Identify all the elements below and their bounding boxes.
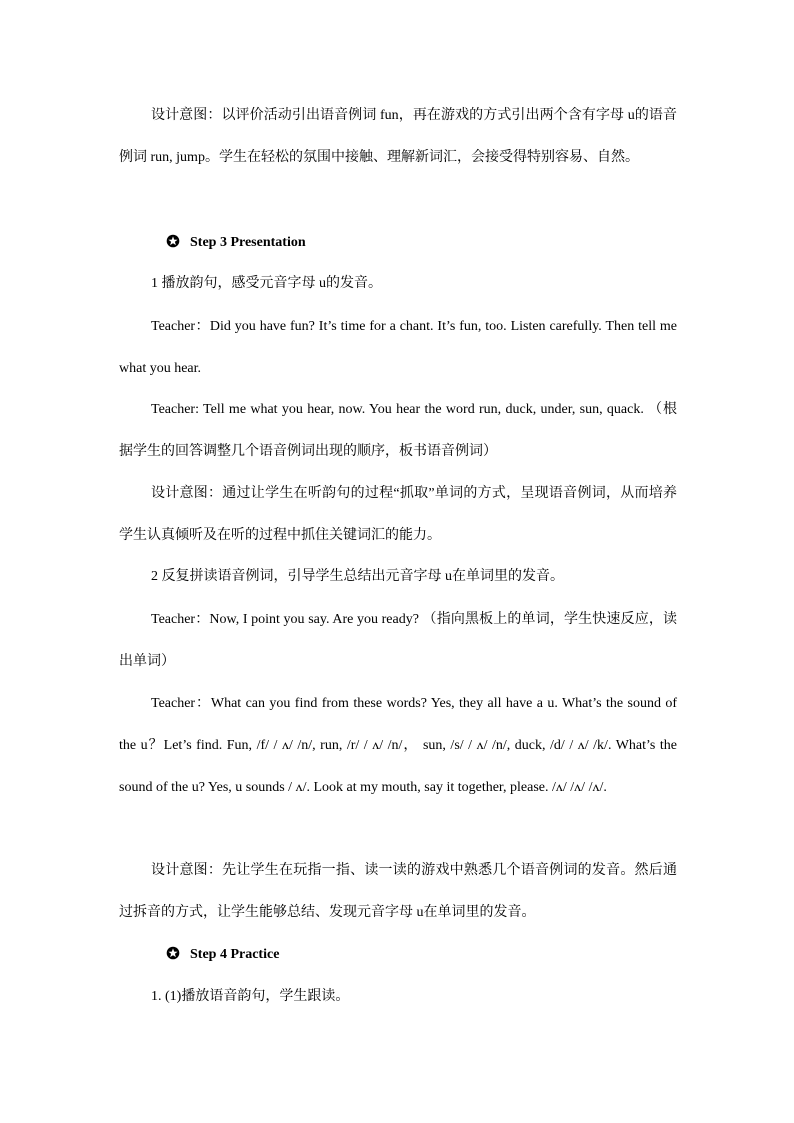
item-3-follow-reading: 1. (1)播放语音韵句，学生跟读。 [151, 989, 350, 1004]
teacher-line-1: Teacher：Did you have fun? It’s time for a chant. It’s fun, too. Listen carefully. Then tell me what you hear. [119, 319, 677, 376]
star-bullet-icon [166, 946, 180, 960]
item-2-spell-words: 2 反复拼读语音例词，引导学生总结出元音字母 u在单词里的发音。 [151, 569, 564, 584]
star-bullet-icon [166, 234, 180, 248]
step-3-heading [166, 233, 306, 253]
step-4-heading-text: Step 4 Practice [190, 947, 280, 962]
item-1-play-chant: 1 播放韵句，感受元音字母 u的发音。 [151, 276, 382, 291]
teacher-line-3: Teacher：Now, I point you say. Are you ready? （指向黑板上的单词，学生快速反应，读出单词） [119, 612, 677, 669]
design-intent-paragraph-3: 设计意图：先让学生在玩指一指、读一读的游戏中熟悉几个语音例词的发音。然后通过拆音的方式，让学生能够总结、发现元音字母 u在单词里的发音。 [119, 863, 677, 920]
teacher-line-4: Teacher：What can you find from these words? Yes, they all have a u. What’s the sound of the u？Let’s find. Fun, /f/ / ʌ/ /n/, run, /r/ / ʌ/ /n/， sun, /s/ / ʌ/ /n/, duck, /d/ / ʌ/ /k/. What’s the sound of the u? Yes, u sounds / ʌ/. Look at my mouth, say it together, please. /ʌ/ /ʌ/ /ʌ/. [119, 696, 677, 795]
design-intent-paragraph-2: 设计意图：通过让学生在听韵句的过程“抓取”单词的方式，呈现语音例词，从而培养学生认真倾听及在听的过程中抓住关键词汇的能力。 [119, 486, 677, 543]
design-intent-paragraph-1: 设计意图：以评价活动引出语音例词 fun，再在游戏的方式引出两个含有字母 u的语音例词 run, jump。学生在轻松的氛围中接触、理解新词汇，会接受得特别容易、自然。 [119, 108, 677, 165]
teacher-line-2: Teacher: Tell me what you hear, now. You hear the word run, duck, under, sun, quack. （根据学生的回答调整几个语音例词出现的顺序，板书语音例词） [119, 402, 677, 459]
step-4-heading [166, 945, 279, 965]
step-3-heading-text: Step 3 Presentation [190, 235, 306, 250]
